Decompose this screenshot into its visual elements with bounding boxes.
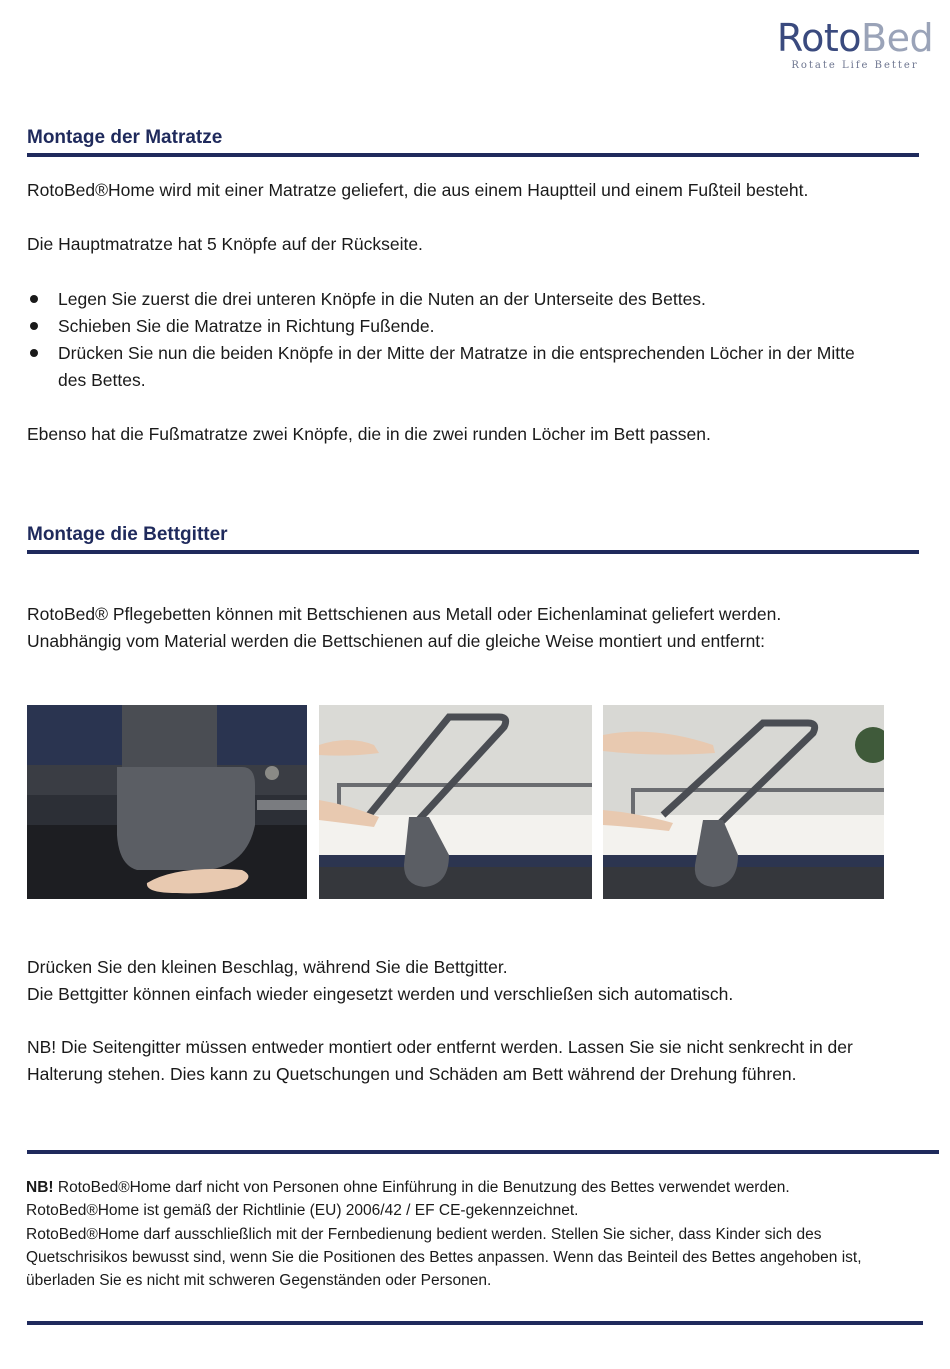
bedrail-instruction-line2: Die Bettgitter können einfach wieder eingesetzt werden und verschließen sich automatisch. [27,984,734,1004]
bedrail-warning: NB! Die Seitengitter müssen entweder montiert oder entfernt werden. Lassen Sie sie nicht senkrecht in der Halterung stehen. Dies kann zu Quetschungen und Schäden am Bett während der Drehung führen. [27,1037,853,1084]
photo-lifting-rail [319,705,592,899]
section-divider [27,550,919,554]
bullet-icon [30,322,38,330]
footer-divider-bottom [27,1321,923,1325]
list-item: Schieben Sie die Matratze in Richtung Fußende. [27,313,907,340]
bedrail-intro-line1: RotoBed® Pflegebetten können mit Bettschienen aus Metall oder Eichenlaminat geliefert werden. [27,604,782,624]
footer-note-line1: NB! RotoBed®Home darf nicht von Personen ohne Einführung in die Benutzung des Bettes verwendet werden. [26,1179,790,1196]
mattress-steps-list [27,286,907,394]
logo-wordmark: RotoBed [776,16,934,60]
section-title-bedrails: Montage die Bettgitter [27,524,228,545]
mattress-intro: RotoBed®Home wird mit einer Matratze geliefert, die aus einem Hauptteil und einem Fußteil besteht. [27,180,809,200]
rotobed-logo [770,18,940,71]
footer-note-line3: RotoBed®Home darf ausschließlich mit der Fernbedienung bedient werden. Stellen Sie sicher, dass Kinder sich des Quetschrisikos bewusst sind, wenn Sie die Positionen des Bettes anpassen. Wenn das Beinteil des Bettes angehoben ist, überladen Sie es nicht mit schweren Gegenständen oder Personen. [26,1226,862,1289]
footer-note-line2: RotoBed®Home ist gemäß der Richtlinie (EU) 2006/42 / EF CE-gekennzeichnet. [26,1202,579,1219]
list-item: Legen Sie zuerst die drei unteren Knöpfe in die Nuten an der Unterseite des Bettes. [27,286,907,313]
bedrail-instruction-line1: Drücken Sie den kleinen Beschlag, während Sie die Bettgitter. [27,957,508,977]
photo-rail-removed [603,705,884,899]
section-divider [27,153,919,157]
footer-divider-top [27,1150,939,1154]
bullet-icon [30,295,38,303]
bullet-icon [30,349,38,357]
foot-mattress-note: Ebenso hat die Fußmatratze zwei Knöpfe, die in die zwei runden Löcher im Bett passen. [27,424,711,444]
list-item: Drücken Sie nun die beiden Knöpfe in der Mitte der Matratze in die entsprechenden Löcher in der Mitte des Bettes. [27,340,907,394]
logo-tagline: Rotate Life Better [791,60,919,71]
photo-bracket-closeup [27,705,307,899]
mattress-buttons-note: Die Hauptmatratze hat 5 Knöpfe auf der Rückseite. [27,234,423,254]
bedrail-intro-line2: Unabhängig vom Material werden die Bettschienen auf die gleiche Weise montiert und entfernt: [27,631,766,651]
section-title-mattress: Montage der Matratze [27,127,223,148]
